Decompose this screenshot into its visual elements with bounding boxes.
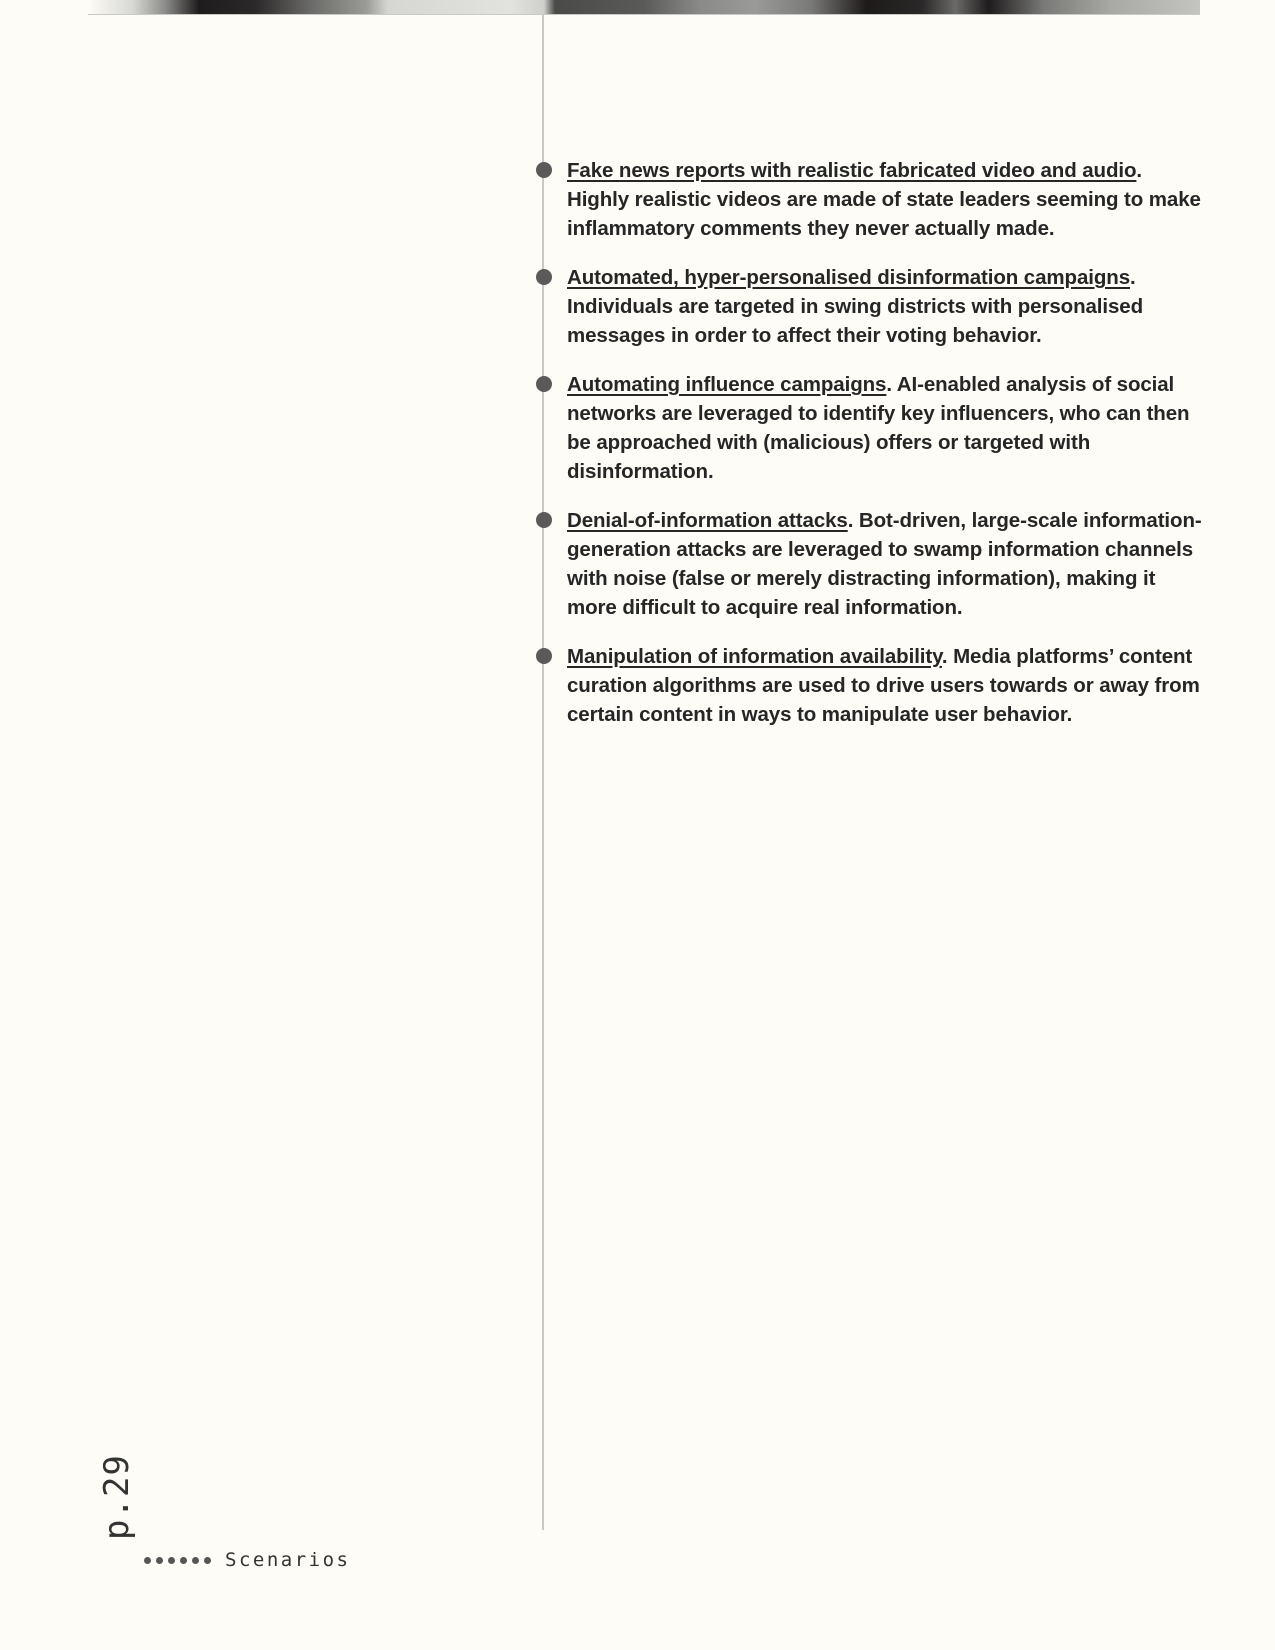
list-item-title: Manipulation of information availability	[567, 645, 942, 668]
bullet-icon	[536, 376, 552, 392]
list-item-title: Denial-of-information attacks	[567, 509, 848, 532]
bullet-icon	[536, 648, 552, 664]
scenario-list	[567, 156, 1207, 749]
bullet-icon	[536, 269, 552, 285]
bullet-icon	[536, 512, 552, 528]
header-rule	[88, 14, 1200, 15]
dot-icon	[192, 1557, 199, 1564]
list-item-text: . Bot-driven, large-scale information-generation attacks are leveraged to swamp information channels with noise (false or merely distracting information), making it more difficult to acquire real information.	[567, 509, 1202, 619]
dot-icon	[168, 1557, 175, 1564]
list-item	[567, 370, 1207, 486]
page-number: p.29	[97, 1454, 137, 1540]
list-item	[567, 263, 1207, 350]
footer	[144, 1549, 350, 1571]
dot-icon	[144, 1557, 151, 1564]
list-item	[567, 506, 1207, 622]
dot-icon	[180, 1557, 187, 1564]
dot-icon	[156, 1557, 163, 1564]
header-gradient-bar	[88, 0, 1200, 14]
list-item-title: Fake news reports with realistic fabricated video and audio	[567, 159, 1137, 182]
list-item-text: . Individuals are targeted in swing districts with personalised messages in order to affect their voting behavior.	[567, 266, 1144, 347]
list-item	[567, 156, 1207, 243]
section-label: Scenarios	[225, 1549, 351, 1571]
dot-icon	[204, 1557, 211, 1564]
list-item-text: . AI-enabled analysis of social networks are leveraged to identify key influencers, who can then be approached with (malicious) offers or targeted with disinformation.	[567, 373, 1190, 483]
list-item-title: Automating influence campaigns	[567, 373, 887, 396]
list-item-title: Automated, hyper-personalised disinformation campaigns	[567, 266, 1131, 289]
bullet-icon	[536, 162, 552, 178]
list-item-text: . Highly realistic videos are made of state leaders seeming to make inflammatory comments they never actually made.	[567, 159, 1201, 240]
column-divider	[542, 14, 544, 1530]
list-item	[567, 642, 1207, 729]
footer-dots-icon	[144, 1557, 211, 1564]
list-item-text: . Media platforms’ content curation algorithms are used to drive users towards or away from certain content in ways to manipulate user behavior.	[567, 645, 1200, 726]
